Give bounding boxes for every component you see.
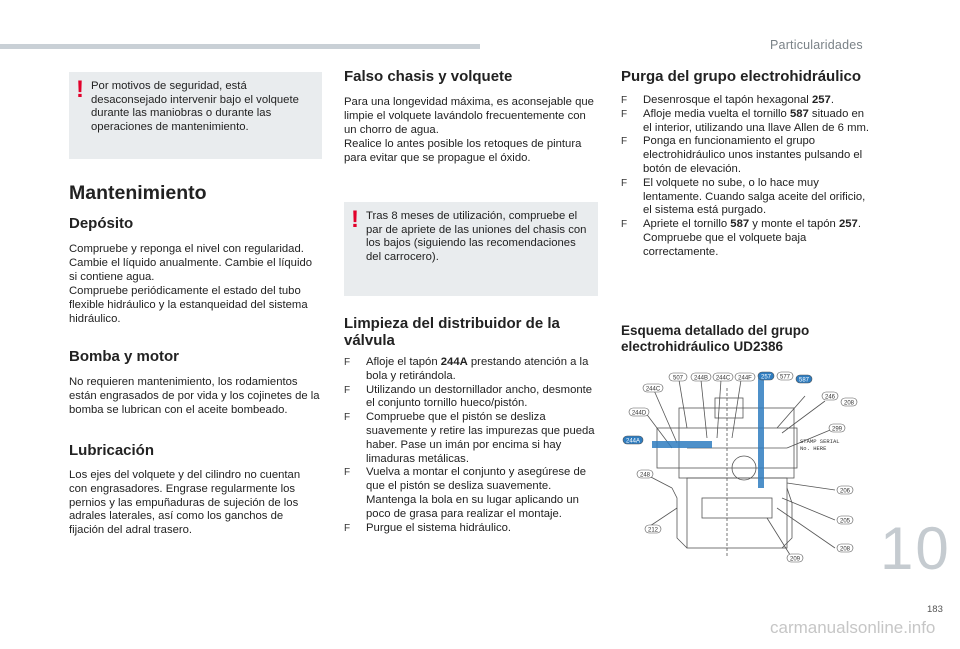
svg-text:209: 209: [789, 556, 801, 563]
label-244C-left: [643, 384, 663, 393]
section-title: Particularidades: [770, 38, 863, 52]
bullet-icon: F: [344, 412, 351, 424]
limpieza-title: [344, 315, 560, 349]
bullet-icon: F: [621, 136, 628, 148]
label-208-top: [841, 398, 857, 407]
svg-text:587: 587: [798, 377, 810, 384]
bullet-icon: F: [621, 177, 628, 189]
leader-line: [653, 388, 677, 443]
safety-warning-box: [69, 72, 322, 159]
chapter-number: 10: [880, 515, 951, 582]
svg-text:244F: 244F: [738, 375, 752, 382]
deposito-text-2: Compruebe periódicamente el estado del tubo flexible hidráulico y la estanqueidad del sistema hidráulico.: [69, 285, 308, 325]
bullet-icon: F: [344, 522, 351, 534]
lubricacion-title: Lubricación: [69, 442, 155, 459]
limpieza-title-line-2: válvula: [344, 332, 395, 349]
falso-chasis-text-1: Para una longevidad máxima, es aconsejable que limpie el volquete lavándolo frecuentemente con un chorro de agua.: [344, 96, 594, 136]
esquema-title: [621, 323, 809, 354]
purga-steps: [621, 94, 873, 260]
svg-text:248: 248: [639, 472, 651, 479]
leader-line: [767, 518, 792, 558]
svg-text:205: 205: [839, 518, 851, 525]
label-246: [822, 392, 838, 401]
leader-line: [782, 401, 825, 433]
label-208-bottom: [837, 544, 853, 553]
label-205: [837, 516, 853, 525]
svg-text:212: 212: [647, 527, 659, 534]
leader-line: [777, 508, 835, 548]
svg-text:246: 246: [824, 394, 836, 401]
svg-text:208: 208: [843, 400, 855, 407]
limpieza-title-line-1: Limpieza del distribuidor de la: [344, 315, 560, 332]
purga-title: Purga del grupo electrohidráulico: [621, 68, 862, 85]
svg-text:244D: 244D: [631, 410, 647, 417]
esquema-title-line-1: Esquema detallado del grupo: [621, 323, 810, 338]
electrohydraulic-unit-diagram: [617, 368, 865, 568]
leader-line: [679, 380, 687, 428]
leader-line: [701, 380, 707, 438]
stamp-serial-label: STAMP SERIAL: [800, 438, 840, 445]
label-206: [837, 486, 853, 495]
lubricacion-text: Los ejes del volquete y del cilindro no cuentan con engrasadores. Engrase regularmente los pernios y las empuñaduras de sujeción de los adrales laterales, así como los ganchos de fijación del adral trasero.: [69, 469, 301, 537]
bullet-icon: F: [344, 357, 351, 368]
svg-text:206: 206: [839, 488, 851, 495]
svg-text:244A: 244A: [625, 438, 641, 445]
label-244A: [623, 436, 643, 445]
deposito-text-1: Compruebe y reponga el nivel con regularidad. Cambie el líquido anualmente. Cambie el líquido si contiene agua.: [69, 243, 313, 283]
svg-text:244C: 244C: [645, 386, 661, 393]
leader-line: [787, 483, 835, 490]
falso-chasis-text-2: Realice lo antes posible los retoques de pintura para evitar que se propague el óxido.: [344, 138, 582, 164]
list-item: F Purgue el sistema hidráulico.: [344, 521, 512, 534]
warning-exclamation-icon: !: [351, 206, 359, 233]
svg-text:257: 257: [760, 374, 772, 381]
list-item: F Apriete el tornillo 587 y monte el tapón 257. Compruebe que el volquete baja correctamente.: [621, 218, 861, 258]
label-248: [637, 470, 653, 479]
esquema-title-line-2: electrohidráulico UD2386: [621, 338, 784, 354]
list-item: F Afloje media vuelta el tornillo 587 situado en el interior, utilizando una llave Allen de 6 mm.: [621, 107, 870, 134]
left-contour: [672, 488, 687, 548]
label-209: [787, 554, 803, 563]
label-244D: [629, 408, 649, 417]
watermark: carmanualsonline.info: [770, 618, 936, 637]
bullet-icon: F: [344, 384, 351, 396]
page-number: 183: [927, 604, 943, 615]
leader-line: [717, 380, 721, 438]
label-577: [777, 372, 793, 381]
list-item: F El volquete no sube, o lo hace muy lentamente. Cuando salga aceite del orificio, el sistema está purgado.: [621, 176, 866, 217]
label-244B: [691, 373, 711, 382]
warning-exclamation-icon: !: [76, 76, 84, 103]
list-item: F Compruebe que el pistón se desliza suavemente y retire las impurezas que pueda haber. Pase un imán por encima si hay limaduras metálicas.: [344, 411, 595, 465]
chassis-warning-text: Tras 8 meses de utilización, compruebe el par de apriete de las uniones del chasis con los bajos (siguiendo las recomendaciones del carrocero).: [366, 210, 587, 263]
list-item: F Desenrosque el tapón hexagonal 257.: [621, 94, 834, 106]
bullet-icon: F: [344, 467, 351, 479]
safety-warning-text: Por motivos de seguridad, está desaconsejado intervenir bajo el volquete durante las maniobras o durante las operaciones de mantenimiento.: [91, 80, 299, 133]
leader-line: [732, 380, 741, 438]
deposito-title: Depósito: [69, 215, 134, 232]
list-item: F Utilizando un destornillador ancho, desmonte el conjunto tornillo hueco/pistón.: [344, 383, 593, 410]
label-244C: [713, 373, 733, 382]
bullet-icon: F: [621, 108, 628, 120]
label-587: [796, 375, 812, 384]
svg-text:577: 577: [779, 374, 791, 381]
main-title: Mantenimiento: [69, 182, 207, 204]
highlight-screw-587: [758, 378, 764, 488]
label-244F: [735, 373, 755, 382]
svg-text:299: 299: [831, 426, 843, 433]
top-rule: [0, 44, 480, 49]
bullet-icon: F: [621, 95, 628, 106]
bomba-text: No requieren mantenimiento, los rodamientos están engrasados de por vida y los cojinetes de la bomba se lubrican con el aceite bombeado.: [69, 376, 320, 416]
label-212: [645, 525, 661, 534]
bomba-title: Bomba y motor: [69, 348, 180, 365]
svg-text:507: 507: [672, 375, 684, 382]
label-257: [758, 372, 774, 381]
highlight-bolt-244A: [652, 441, 712, 448]
svg-text:244C: 244C: [715, 375, 731, 382]
list-item: F Vuelva a montar el conjunto y asegúrese de que el pistón se desliza suavemente. Mantenga la bola en su lugar aplicando un poco de grasa para realizar el montaje.: [344, 466, 587, 520]
label-299: [829, 424, 845, 433]
label-507: [669, 373, 687, 382]
limpieza-steps: [344, 356, 598, 535]
svg-text:208: 208: [839, 546, 851, 553]
chassis-warning-box: [344, 202, 598, 296]
list-item: F Ponga en funcionamiento el grupo electrohidráulico unos instantes pulsando el botón de elevación.: [621, 135, 863, 175]
svg-text:244B: 244B: [693, 375, 709, 382]
lower-fitting: [702, 498, 772, 518]
list-item: F Afloje el tapón 244A prestando atención a la bola y retirándola.: [344, 356, 589, 382]
stamp-number-label: No. HERE: [800, 445, 827, 452]
leader-line: [777, 396, 805, 428]
falso-chasis-title: Falso chasis y volquete: [344, 68, 513, 85]
bullet-icon: F: [621, 219, 628, 231]
